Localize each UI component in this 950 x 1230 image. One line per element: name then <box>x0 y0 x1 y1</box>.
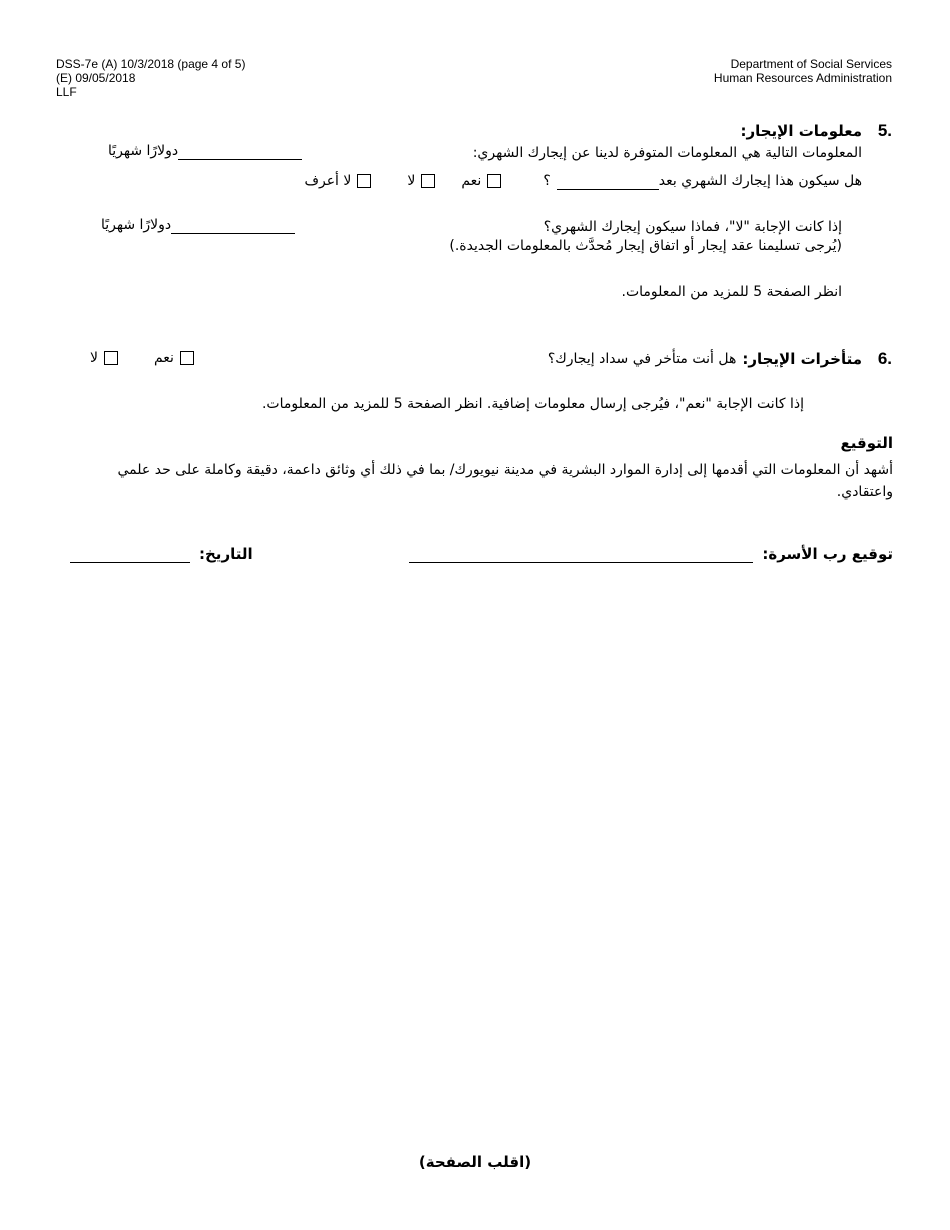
form-language-code: LLF <box>56 85 77 99</box>
arrears-note: إذا كانت الإجابة "نعم"، فيُرجى إرسال معلومات إضافية. انظر الصفحة 5 للمزيد من المعلومات. <box>261 396 804 412</box>
rent-dont-know-checkbox[interactable] <box>357 174 371 188</box>
arrears-yes-checkbox[interactable] <box>180 351 194 365</box>
department-name: Department of Social Services <box>730 57 892 71</box>
rent-yes-checkbox[interactable] <box>487 174 501 188</box>
section-5-title: معلومات الإيجار: <box>740 122 862 140</box>
rent-no-label: لا <box>407 173 416 189</box>
rent-yes-option[interactable] <box>461 172 501 190</box>
section-5-number: 5. <box>877 121 892 140</box>
attestation-line-1: أشهد أن المعلومات التي أقدمها إلى إدارة الموارد البشرية في مدينة نيويورك/ بما في ذلك أي وثائق داعمة، دقيقة وكاملة على حد علمي <box>117 462 893 478</box>
arrears-no-checkbox[interactable] <box>104 351 118 365</box>
head-signature-line[interactable] <box>409 545 753 563</box>
date-line[interactable] <box>70 545 190 563</box>
signature-heading: التوقيع <box>840 434 893 452</box>
new-monthly-unit-label: دولارًا شهريًا <box>101 217 172 233</box>
agency-block <box>714 57 892 85</box>
current-rent-field <box>108 142 302 160</box>
rent-no-option[interactable] <box>407 172 435 190</box>
rent-yes-label: نعم <box>461 173 482 189</box>
arrears-question-row <box>548 350 862 368</box>
rent-no-checkbox[interactable] <box>421 174 435 188</box>
current-rent-line[interactable] <box>178 142 302 160</box>
question-mark: ؟ <box>543 173 551 189</box>
monthly-unit-label: دولارًا شهريًا <box>108 143 179 159</box>
arrears-no-label: لا <box>90 350 98 366</box>
turn-page-note: (اقلب الصفحة) <box>418 1153 532 1171</box>
arrears-question: هل أنت متأخر في سداد إيجارك؟ <box>547 351 737 367</box>
head-signature-label: توقيع رب الأسرة: <box>762 545 893 563</box>
arrears-yes-label: نعم <box>153 350 174 366</box>
if-no-note: (يُرجى تسليمنا عقد إيجار أو اتفاق إيجار مُحدَّث بالمعلومات الجديدة.) <box>449 238 842 254</box>
section-5-see-page: انظر الصفحة 5 للمزيد من المعلومات. <box>621 284 842 300</box>
form-edition: (E) 09/05/2018 <box>56 71 136 85</box>
rent-date-line[interactable] <box>557 172 659 190</box>
date-row <box>70 545 253 563</box>
form-id: DSS-7e (A) 10/3/2018 (page 4 of 5) <box>56 57 246 71</box>
attestation-line-2: واعتقادي. <box>836 484 893 500</box>
section-6-title: متأخرات الإيجار: <box>742 350 862 368</box>
rent-info-line: المعلومات التالية هي المعلومات المتوفرة لدينا عن إيجارك الشهري: <box>472 145 862 161</box>
date-label: التاريخ: <box>199 545 253 563</box>
arrears-no-option[interactable] <box>90 349 118 367</box>
new-rent-field <box>101 216 295 234</box>
if-no-question: إذا كانت الإجابة "لا"، فماذا سيكون إيجارك الشهري؟ <box>543 219 842 235</box>
administration-name: Human Resources Administration <box>713 71 892 85</box>
rent-question-row <box>304 172 862 190</box>
rent-dont-know-option[interactable] <box>304 172 371 190</box>
form-id-block <box>56 57 245 99</box>
arrears-yes-option[interactable] <box>154 349 194 367</box>
rent-dont-know-label: لا أعرف <box>304 173 352 189</box>
new-rent-line[interactable] <box>171 216 295 234</box>
rent-question-text: هل سيكون هذا إيجارك الشهري بعد <box>658 173 862 189</box>
arrears-options <box>90 349 194 367</box>
head-signature-row <box>409 545 893 563</box>
section-6-number: 6. <box>877 349 892 368</box>
